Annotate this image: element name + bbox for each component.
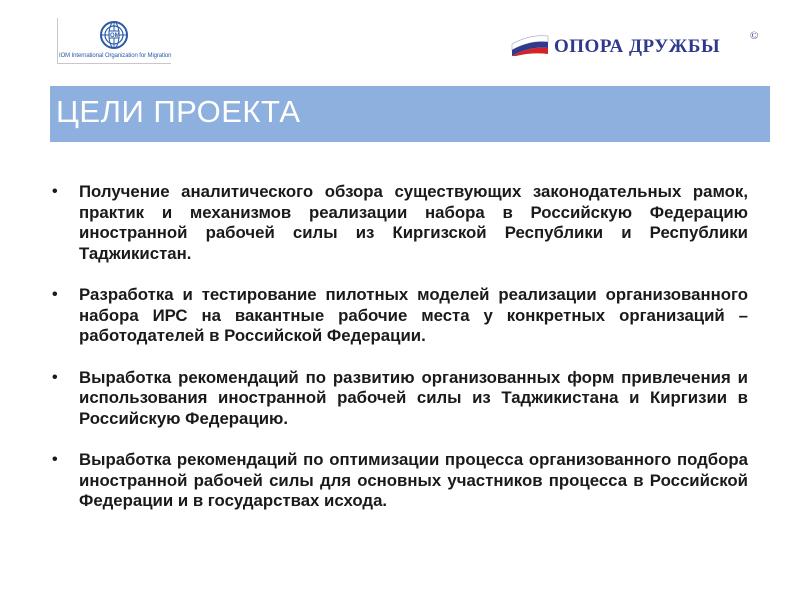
goal-item: [52, 368, 748, 430]
iom-logo: [57, 18, 171, 64]
svg-text:IOM: IOM: [108, 33, 120, 39]
iom-caption: IOM International Organization for Migration: [59, 53, 172, 59]
bullet-point: •: [52, 286, 58, 303]
opora-druzhby-name: ОПОРА ДРУЖБЫ: [554, 36, 721, 57]
goal-text: Выработка рекомендаций по развитию организованных форм привлечения и использования иностранной рабочей силы из Таджикистана и Киргизии в Российскую Федерацию.: [79, 367, 748, 428]
goal-text: Выработка рекомендаций по оптимизации процесса организованного подбора иностранной рабочей силы для основных участников процесса в Российской Федерации и в государствах исхода.: [79, 450, 748, 510]
goal-text: Разработка и тестирование пилотных моделей реализации организованного набора ИРС на вакантные рабочие места у конкретных организаций – работодателей в Российской Федерации.: [79, 285, 748, 345]
page-title: ЦЕЛИ ПРОЕКТА: [56, 94, 301, 129]
goal-item: [52, 450, 748, 512]
goal-item: [52, 285, 748, 347]
goal-text: Получение аналитического обзора существующих законодательных рамок, практик и механизмов реализации набора в Российскую Федерацию иностранной рабочей силы из Киргизской Республики и Республики Таджикистан.: [79, 182, 748, 263]
title-band: [50, 86, 770, 142]
russian-flag-ribbon-icon: [510, 34, 550, 56]
copyright-mark: ©: [750, 30, 759, 42]
goal-item: [52, 182, 748, 264]
bullet-point: •: [52, 183, 58, 200]
bullet-point: •: [52, 368, 58, 386]
iom-globe-icon: [97, 20, 131, 52]
goals-list: [52, 182, 748, 533]
bullet-point: •: [52, 451, 58, 468]
